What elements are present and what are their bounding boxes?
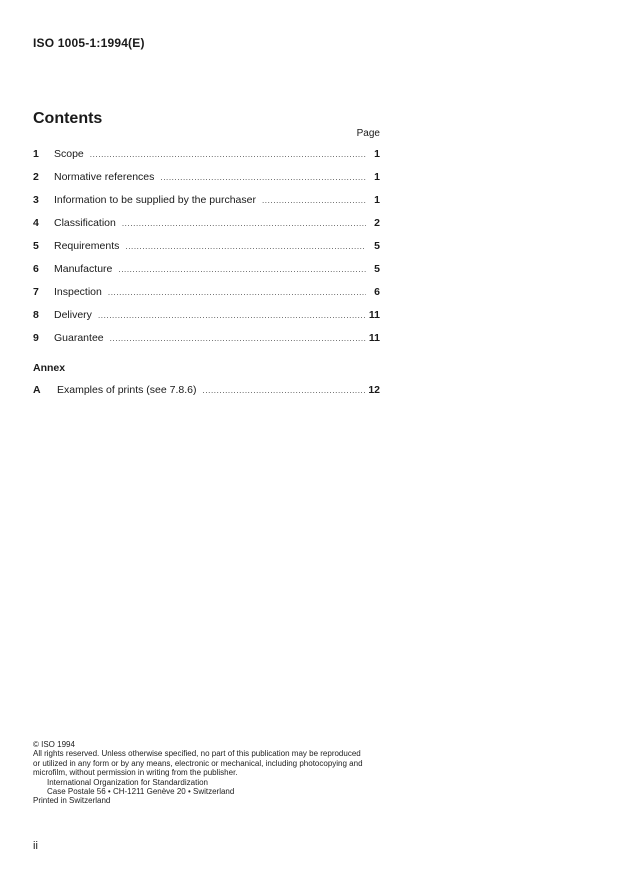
contents-title: Contents <box>33 110 103 127</box>
organization-name: International Organization for Standardization <box>47 777 208 787</box>
toc-entry-scope[interactable] <box>33 148 380 171</box>
toc-dot-leader <box>262 196 366 205</box>
toc-entry-annex-a[interactable] <box>33 384 380 407</box>
organization-address: Case Postale 56 • CH-1211 Genève 20 • Switzerland <box>47 787 235 797</box>
toc-entry-information[interactable] <box>33 194 380 217</box>
toc-dot-leader <box>125 242 366 251</box>
annex-heading: Annex <box>33 362 66 374</box>
rights-statement-line: All rights reserved. Unless otherwise specified, no part of this publication may be reproduced <box>33 749 361 759</box>
toc-entry-delivery[interactable] <box>33 309 380 332</box>
toc-entry-guarantee[interactable] <box>33 332 380 355</box>
toc-dot-leader <box>118 265 366 274</box>
rights-statement-line: or utilized in any form or by any means, electronic or mechanical, including photocopying and <box>33 758 363 768</box>
toc-entry-text: Delivery <box>54 309 92 321</box>
table-of-contents <box>33 148 380 355</box>
toc-entry-text: Classification <box>54 217 116 229</box>
page-number: ii <box>33 840 38 852</box>
toc-dot-leader <box>110 334 366 343</box>
printed-in-note: Printed in Switzerland <box>33 796 111 806</box>
toc-entry-number: 8 <box>33 309 39 321</box>
toc-dot-leader <box>108 288 366 297</box>
toc-entry-text: Requirements <box>54 240 120 252</box>
toc-entry-number: 5 <box>33 240 39 252</box>
toc-entry-number: 9 <box>33 332 39 344</box>
toc-entry-text: Inspection <box>54 286 102 298</box>
toc-entry-page: 12 <box>368 384 380 396</box>
toc-entry-page: 11 <box>368 309 380 321</box>
toc-entry-page: 11 <box>368 332 380 344</box>
copyright-notice: © ISO 1994 <box>33 740 75 749</box>
toc-entry-text: Information to be supplied by the purchaser <box>54 194 256 206</box>
toc-entry-text: Examples of prints (see 7.8.6) <box>57 384 197 396</box>
page-column-label: Page <box>356 128 380 139</box>
toc-entry-page: 6 <box>374 286 380 298</box>
toc-dot-leader <box>122 219 366 228</box>
document-header-id: ISO 1005-1:1994(E) <box>33 36 145 50</box>
toc-entry-manufacture[interactable] <box>33 263 380 286</box>
toc-entry-text: Manufacture <box>54 263 113 275</box>
toc-entry-number: 6 <box>33 263 39 275</box>
toc-dot-leader <box>90 150 366 159</box>
toc-entry-normative-references[interactable] <box>33 171 380 194</box>
toc-entry-number: 1 <box>33 148 39 160</box>
toc-entry-page: 2 <box>374 217 380 229</box>
toc-entry-page: 1 <box>374 194 380 206</box>
toc-dot-leader <box>160 173 366 182</box>
toc-entry-number: 4 <box>33 217 39 229</box>
toc-dot-leader <box>202 386 366 395</box>
toc-entry-page: 5 <box>374 240 380 252</box>
rights-statement-line: microfilm, without permission in writing from the publisher. <box>33 768 238 778</box>
copyright-footer <box>33 740 383 806</box>
toc-entry-inspection[interactable] <box>33 286 380 309</box>
toc-entry-number: 3 <box>33 194 39 206</box>
toc-dot-leader <box>98 311 366 320</box>
toc-entry-classification[interactable] <box>33 217 380 240</box>
toc-entry-text: Scope <box>54 148 84 160</box>
toc-entry-page: 1 <box>374 171 380 183</box>
toc-entry-text: Normative references <box>54 171 155 183</box>
toc-entry-number: 7 <box>33 286 39 298</box>
toc-entry-number: A <box>33 384 41 396</box>
annex-contents <box>33 384 380 407</box>
toc-entry-page: 5 <box>374 263 380 275</box>
toc-entry-text: Guarantee <box>54 332 104 344</box>
toc-entry-number: 2 <box>33 171 39 183</box>
toc-entry-page: 1 <box>374 148 380 160</box>
toc-entry-requirements[interactable] <box>33 240 380 263</box>
